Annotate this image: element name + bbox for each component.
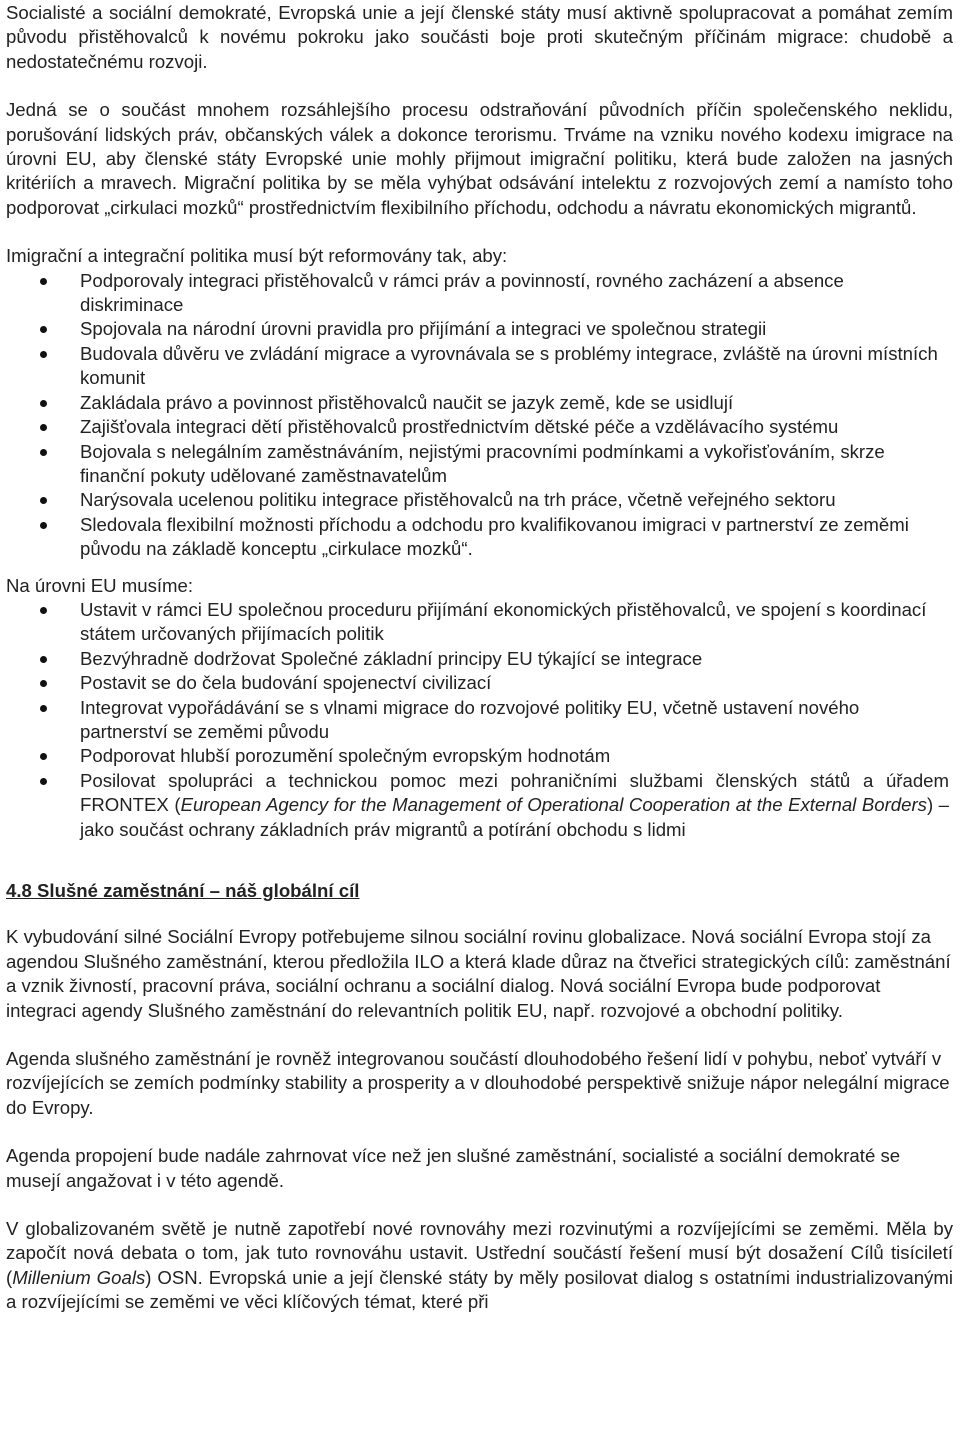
paragraph-global-balance: V globalizovaném světě je nutně zapotřebí nové rovnováhy mezi rozvinutými a rozvíjejícími se zeměmi. Měla by započít nová debata o tom, jak tuto rovnováhu ustavit. Ustřední součástí řešení musí být dosažení Cílů tisíciletí (Millenium Goals) OSN. Evropská unie a její členské státy by měly posilovat dialog s ostatními industrializovanými a rozvíjejícími se zeměmi ve věci klíčových témat, které při (6, 1218, 953, 1313)
reform-bullet-list (6, 269, 953, 562)
list-item: Posilovat spolupráci a technickou pomoc mezi pohraničními službami členských států a úřadem FRONTEX (European Agency for the Management of Operational Cooperation at the External Borders) – jako součást ochrany základních práv migrantů a potírání obchodu s lidmi (6, 769, 953, 842)
list-item: Spojovala na národní úrovni pravidla pro přijímání a integraci ve společnou strategii (6, 317, 953, 341)
list-item: Integrovat vypořádávání se s vlnami migrace do rozvojové politiky EU, včetně ustavení nového partnerství se zeměmi původu (6, 696, 953, 745)
paragraph-migration-causes: Socialisté a sociální demokraté, Evropská unie a její členské státy musí aktivně spolupracovat a pomáhat zemím původu přistěhovalců k novému pokroku jako součásti boje proti skutečným příčinám migrace: chudobě a nedostatečnému rozvoji. (6, 2, 953, 72)
bullet-icon (40, 656, 47, 663)
bullet-icon (40, 400, 47, 407)
list-item: Budovala důvěru ve zvládání migrace a vyrovnávala se s problémy integrace, zvláště na úrovni místních komunit (6, 342, 953, 391)
bullet-icon (40, 497, 47, 504)
bullet-icon (40, 522, 47, 529)
bullet-icon (40, 753, 47, 760)
millenium-goals-term: Millenium Goals (12, 1266, 146, 1288)
bullet-icon (40, 326, 47, 333)
bullet-icon (40, 607, 47, 614)
list-item: Ustavit v rámci EU společnou proceduru přijímání ekonomických přistěhovalců, ve spojení s koordinací státem určovaných přijímacích politik (6, 598, 953, 647)
bullet-icon (40, 449, 47, 456)
list-item: Zakládala právo a povinnost přistěhovalců naučit se jazyk země, kde se usidlují (6, 391, 953, 415)
paragraph-decent-work-agenda: Agenda slušného zaměstnání je rovněž integrovanou součástí dlouhodobého řešení lidí v pohybu, neboť vytváří v rozvíjejících se zemích podmínky stability a prosperity a v dlouhodobé perspektivě snižuje nápor nelegální migrace do Evropy. (6, 1048, 950, 1118)
bullet-icon (40, 424, 47, 431)
list-item: Bojovala s nelegálním zaměstnáváním, nejistými pracovními podmínkami a vykořisťováním, skrze finanční pokuty udělované zaměstnavatelům (6, 440, 953, 489)
bullet-icon (40, 705, 47, 712)
frontex-full-name: European Agency for the Management of Operational Cooperation at the External Borders (180, 794, 927, 816)
eu-level-bullet-list (6, 598, 953, 842)
bullet-icon (40, 778, 47, 785)
paragraph-immigration-code: Jedná se o součást mnohem rozsáhlejšího procesu odstraňování původních příčin společenského neklidu, porušování lidských práv, občanských válek a dokonce terorismu. Trváme na vzniku nového kodexu imigrace na úrovni EU, aby členské státy Evropské unie mohly přijmout imigrační politiku, která bude založen na jasných kritériích a mravech. Migrační politika by se měla vyhýbat odsávání intelektu z rozvojových zemí a namísto toho podporovat „cirkulaci mozků“ prostřednictvím flexibilního příchodu, odchodu a návratu ekonomických migrantů. (6, 99, 953, 218)
list-item: Sledovala flexibilní možnosti příchodu a odchodu pro kvalifikovanou imigraci v partnerství ze zeměmi původu na základě konceptu „cirkulace mozků“. (6, 513, 953, 562)
list-item: Narýsovala ucelenou politiku integrace přistěhovalců na trh práce, včetně veřejného sektoru (6, 488, 953, 512)
bullet-icon (40, 351, 47, 358)
paragraph-reform-intro: Imigrační a integrační politika musí být reformovány tak, aby: (6, 245, 508, 267)
bullet-icon (40, 680, 47, 687)
list-item: Podporovaly integraci přistěhovalců v rámci práv a povinností, rovného zacházení a absence diskriminace (6, 269, 953, 318)
list-item: Postavit se do čela budování spojenectví civilizací (6, 671, 953, 695)
bullet-icon (40, 278, 47, 285)
list-item: Bezvýhradně dodržovat Společné základní principy EU týkající se integrace (6, 647, 953, 671)
paragraph-eu-level-intro: Na úrovni EU musíme: (6, 574, 194, 596)
section-heading: 4.8 Slušné zaměstnání – náš globální cíl (6, 880, 360, 901)
paragraph-social-europe: K vybudování silné Sociální Evropy potřebujeme silnou sociální rovinu globalizace. Nová sociální Evropa stojí za agendou Slušného zaměstnání, kterou předložila ILO a která klade důraz na čtveřici strategických cílů: zaměstnání a vznik živností, pracovní práva, sociální ochranu a sociální dialog. Nová sociální Evropa bude podporovat integraci agendy Slušného zaměstnání do relevantních politik EU, např. rozvojové a obchodní politiky. (6, 926, 951, 1021)
list-item: Zajišťovala integraci dětí přistěhovalců prostřednictvím dětské péče a vzdělávacího systému (6, 415, 953, 439)
paragraph-agenda-connection: Agenda propojení bude nadále zahrnovat více než jen slušné zaměstnání, socialisté a sociální demokraté se musejí angažovat i v této agendě. (6, 1145, 901, 1191)
list-item: Podporovat hlubší porozumění společným evropským hodnotám (6, 744, 953, 768)
